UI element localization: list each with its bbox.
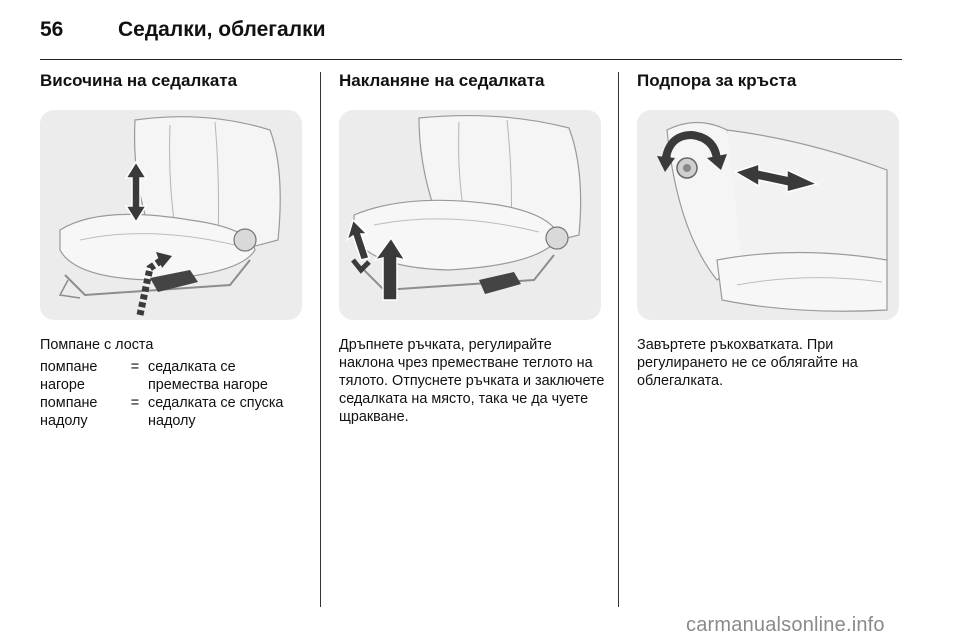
section-title: Подпора за кръста (637, 71, 797, 90)
lumbar-support-illustration (637, 110, 899, 320)
section-seat-height (40, 70, 310, 430)
definition-term: помпане нагоре (40, 359, 98, 393)
definition-description: седалката се спуска надолу (148, 395, 284, 429)
page-number: 56 (40, 18, 64, 41)
seat-tilt-illustration (339, 110, 601, 320)
instruction-text: Завъртете ръкохватката. При регулирането не се облягайте на облегалката. (637, 337, 858, 389)
instruction-text: Дръпнете ръчката, регулирайте наклона чрез преместване теглото на тялото. Отпуснете ръчката и заключете седалката на място, така че да чуете щракване. (339, 337, 605, 425)
caption: Помпане с лоста (40, 337, 154, 353)
section-lumbar-support (637, 70, 907, 390)
section-title: Накланяне на седалката (339, 71, 545, 90)
definition-row (40, 358, 306, 394)
definition-table (40, 358, 306, 430)
definition-separator: = (130, 395, 140, 411)
page-title: Седалки, облегалки (118, 18, 326, 41)
column-divider (618, 72, 619, 607)
definition-row (40, 394, 306, 430)
page-header (40, 18, 902, 60)
watermark: carmanualsonline.info (686, 614, 885, 636)
seat-height-illustration (40, 110, 302, 320)
section-title: Височина на седалката (40, 71, 238, 90)
column-divider (320, 72, 321, 607)
definition-term: помпане надолу (40, 395, 98, 429)
section-seat-tilt (339, 70, 609, 426)
definition-separator: = (130, 359, 140, 375)
definition-description: седалката се премества нагоре (148, 359, 268, 393)
